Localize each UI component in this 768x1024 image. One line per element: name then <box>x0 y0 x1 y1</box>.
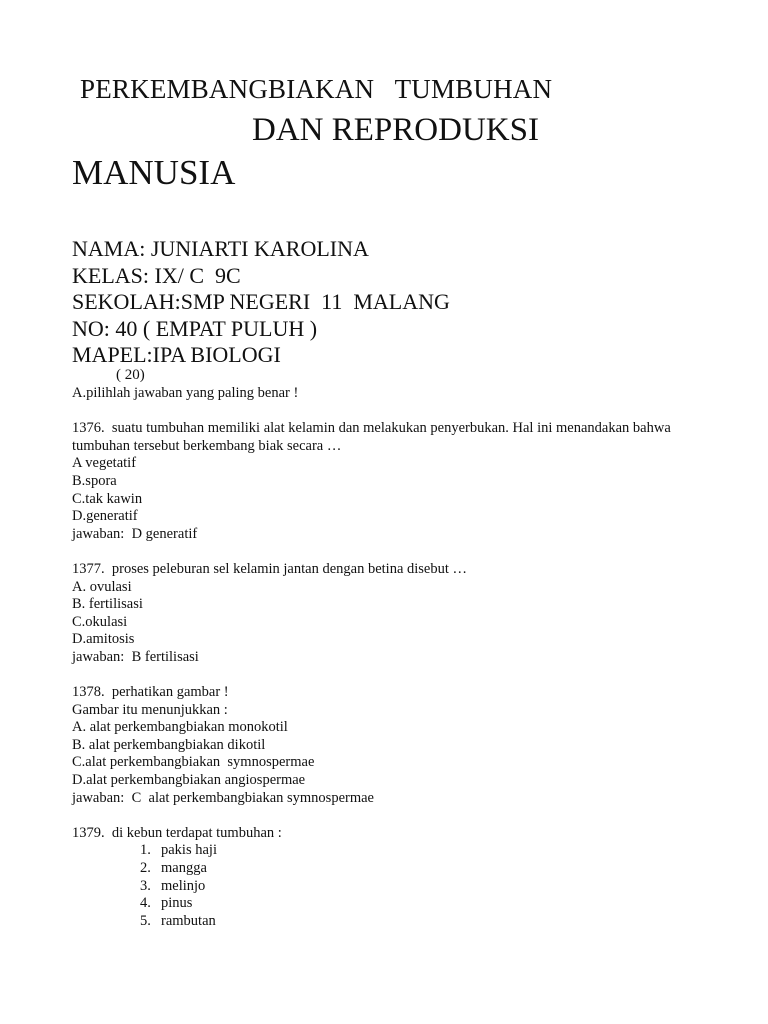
question-text: 1378. perhatikan gambar ! <box>72 684 229 701</box>
list-number: 4. <box>140 895 151 912</box>
subject: MAPEL:IPA BIOLOGI <box>72 342 281 367</box>
option-d: D.generatif <box>72 508 138 525</box>
answer: jawaban: C alat perkembangbiakan symnospermae <box>72 789 374 806</box>
spacer <box>72 403 732 421</box>
instruction: A.pilihlah jawaban yang paling benar ! <box>72 385 299 401</box>
question-text: Gambar itu menunjukkan : <box>72 701 228 718</box>
spacer <box>72 807 732 825</box>
option-a: A. ovulasi <box>72 578 132 595</box>
option-a: A vegetatif <box>72 455 137 472</box>
option-b: B.spora <box>72 472 117 489</box>
list-number: 2. <box>140 860 151 877</box>
option-b: B. fertilisasi <box>72 596 143 613</box>
question-1378 <box>72 684 732 807</box>
title-line-3: MANUSIA <box>72 153 236 192</box>
question-text: tumbuhan tersebut berkembang biak secara … <box>72 437 342 454</box>
option-d: D.amitosis <box>72 631 135 648</box>
option-c: C.okulasi <box>72 613 128 630</box>
answer: jawaban: B fertilisasi <box>72 648 199 665</box>
list-item <box>72 895 732 913</box>
student-class: KELAS: IX/ C 9C <box>72 262 241 288</box>
score-note: ( 20) <box>116 367 145 383</box>
plant-list <box>72 842 732 930</box>
option-d: D.alat perkembangbiakan angiospermae <box>72 772 306 789</box>
option-a: A. alat perkembangbiakan monokotil <box>72 719 288 736</box>
answer: jawaban: D generatif <box>72 525 198 542</box>
spacer <box>72 543 732 561</box>
student-info <box>72 236 450 369</box>
list-label: pakis haji <box>161 842 217 859</box>
list-label: mangga <box>161 860 207 877</box>
student-number: NO: 40 ( EMPAT PULUH ) <box>72 315 318 341</box>
list-label: melinjo <box>161 877 206 894</box>
option-c: C.alat perkembangbiakan symnospermae <box>72 754 315 771</box>
list-item <box>72 913 732 931</box>
title-line-1: PERKEMBANGBIAKAN TUMBUHAN <box>80 74 553 104</box>
spacer <box>72 667 732 685</box>
question-1377 <box>72 561 732 667</box>
title-line-2: DAN REPRODUKSI <box>252 112 539 148</box>
list-number: 5. <box>140 912 151 929</box>
student-school: SEKOLAH:SMP NEGERI 11 MALANG <box>72 289 450 314</box>
question-text: 1377. proses peleburan sel kelamin jantan dengan betina disebut … <box>72 560 468 577</box>
question-1379 <box>72 825 732 931</box>
option-b: B. alat perkembangbiakan dikotil <box>72 736 266 753</box>
list-label: rambutan <box>161 912 216 929</box>
list-item <box>72 878 732 896</box>
question-body <box>72 385 732 930</box>
question-1376 <box>72 420 732 543</box>
question-text: 1376. suatu tumbuhan memiliki alat kelamin dan melakukan penyerbukan. Hal ini menandakan bahwa <box>72 420 671 437</box>
list-item <box>72 842 732 860</box>
list-label: pinus <box>161 895 193 912</box>
list-number: 3. <box>140 877 151 894</box>
student-name: NAMA: JUNIARTI KAROLINA <box>72 236 369 261</box>
list-item <box>72 860 732 878</box>
list-number: 1. <box>140 842 151 859</box>
option-c: C.tak kawin <box>72 490 143 507</box>
question-text: 1379. di kebun terdapat tumbuhan : <box>72 824 282 841</box>
